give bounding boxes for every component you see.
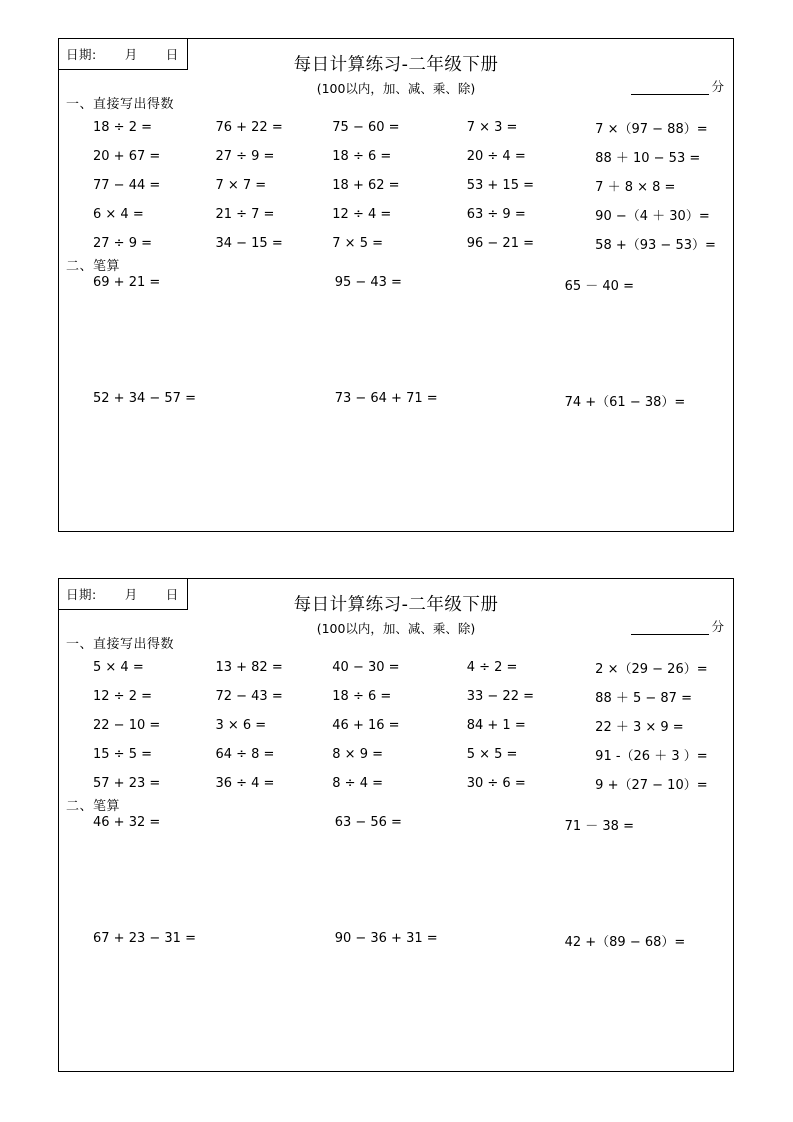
score-field-1 — [631, 77, 724, 95]
oral-problem: 40 − 30 = — [332, 660, 400, 675]
written-problem: 95 − 43 = — [334, 275, 402, 290]
oral-problem: 8 × 9 = — [332, 747, 383, 762]
date-label-1: 日期: — [66, 47, 97, 62]
oral-problem: 90 −（4 ＋ 30）= — [595, 209, 710, 224]
oral-problem: 20 + 67 = — [93, 149, 161, 164]
section2-heading-2: 二、笔算 — [66, 799, 121, 814]
written-problem: 73 − 64 + 71 = — [334, 391, 438, 406]
worksheet-sheet-2 — [58, 578, 734, 1072]
oral-problem: 7 × 5 = — [332, 236, 383, 251]
written-problem: 71 － 38 = — [564, 819, 634, 834]
written-grid-1 — [81, 275, 726, 507]
score-field-2 — [631, 617, 724, 635]
oral-problem: 58 +（93 − 53）= — [595, 238, 716, 253]
written-problem: 90 − 36 + 31 = — [334, 931, 438, 946]
written-problem: 69 + 21 = — [93, 275, 161, 290]
oral-row — [81, 682, 726, 711]
oral-row — [81, 653, 726, 682]
oral-problem: 20 ÷ 4 = — [466, 149, 526, 164]
written-row — [81, 275, 726, 391]
page-subtitle-2: (100以内，加、减、乘、除) — [316, 621, 476, 636]
page-title-2: 每日计算练习-二年级下册 — [293, 595, 499, 615]
oral-problem: 96 − 21 = — [466, 236, 534, 251]
score-label-2: 分 — [711, 619, 724, 634]
page-title-1: 每日计算练习-二年级下册 — [293, 55, 499, 75]
oral-row — [81, 113, 726, 142]
oral-problem: 13 + 82 = — [215, 660, 283, 675]
oral-problem: 88 ＋ 10 − 53 = — [595, 151, 701, 166]
oral-problem: 53 + 15 = — [466, 178, 534, 193]
oral-problem: 4 ÷ 2 = — [466, 660, 518, 675]
oral-problem: 76 + 22 = — [215, 120, 283, 135]
oral-row — [81, 229, 726, 258]
oral-problem: 64 ÷ 8 = — [215, 747, 275, 762]
oral-problem: 72 − 43 = — [215, 689, 283, 704]
oral-problem: 5 × 4 = — [93, 660, 144, 675]
oral-problem: 88 ＋ 5 − 87 = — [595, 691, 692, 706]
oral-problem: 18 + 62 = — [332, 178, 400, 193]
oral-problem: 84 + 1 = — [466, 718, 526, 733]
oral-problem: 7 ＋ 8 × 8 = — [595, 180, 676, 195]
oral-row — [81, 711, 726, 740]
written-problem: 74 +（61 − 38）= — [564, 395, 686, 410]
oral-problem: 5 × 5 = — [466, 747, 518, 762]
oral-problem: 75 − 60 = — [332, 120, 400, 135]
oral-problem: 9 +（27 − 10）= — [595, 778, 708, 793]
section2-heading-1: 二、笔算 — [66, 259, 121, 274]
date-day-1: 日 — [165, 47, 179, 62]
oral-problem: 7 × 3 = — [466, 120, 518, 135]
oral-problem: 15 ÷ 5 = — [93, 747, 152, 762]
oral-problem: 3 × 6 = — [215, 718, 267, 733]
oral-row — [81, 142, 726, 171]
worksheet-sheet-1 — [58, 38, 734, 532]
date-day-2: 日 — [165, 587, 179, 602]
date-label-2: 日期: — [66, 587, 97, 602]
score-rule-2 — [631, 623, 709, 635]
date-month-1: 月 — [124, 47, 138, 62]
oral-problem: 27 ÷ 9 = — [215, 149, 275, 164]
oral-problem: 2 ×（29 − 26）= — [595, 662, 708, 677]
page-subtitle-1: (100以内，加、减、乘、除) — [316, 81, 476, 96]
oral-problem: 34 − 15 = — [215, 236, 283, 251]
section1-heading-1: 一、直接写出得数 — [66, 97, 175, 112]
oral-problem: 63 ÷ 9 = — [466, 207, 526, 222]
oral-row — [81, 740, 726, 769]
oral-problem: 57 + 23 = — [93, 776, 161, 791]
written-row — [81, 931, 726, 1047]
written-problem: 46 + 32 = — [93, 815, 161, 830]
score-rule-1 — [631, 83, 709, 95]
oral-problem: 77 − 44 = — [93, 178, 161, 193]
written-row — [81, 391, 726, 507]
score-label-1: 分 — [711, 79, 724, 94]
written-grid-2 — [81, 815, 726, 1047]
oral-problem: 18 ÷ 2 = — [93, 120, 152, 135]
oral-problem: 22 ＋ 3 × 9 = — [595, 720, 684, 735]
section1-heading-2: 一、直接写出得数 — [66, 637, 175, 652]
oral-grid-2 — [81, 653, 726, 798]
written-problem: 63 − 56 = — [334, 815, 402, 830]
written-problem: 67 + 23 − 31 = — [93, 931, 196, 946]
written-problem: 52 + 34 − 57 = — [93, 391, 196, 406]
oral-problem: 12 ÷ 4 = — [332, 207, 392, 222]
written-problem: 42 +（89 − 68）= — [564, 935, 686, 950]
written-row — [81, 815, 726, 931]
oral-row — [81, 769, 726, 798]
oral-row — [81, 200, 726, 229]
oral-row — [81, 171, 726, 200]
oral-problem: 22 − 10 = — [93, 718, 161, 733]
oral-problem: 91 -（26 ＋ 3 ）= — [595, 749, 708, 764]
oral-problem: 8 ÷ 4 = — [332, 776, 383, 791]
oral-problem: 7 × 7 = — [215, 178, 267, 193]
oral-grid-1 — [81, 113, 726, 258]
oral-problem: 18 ÷ 6 = — [332, 689, 392, 704]
date-month-2: 月 — [124, 587, 138, 602]
oral-problem: 12 ÷ 2 = — [93, 689, 152, 704]
oral-problem: 21 ÷ 7 = — [215, 207, 275, 222]
oral-problem: 7 ×（97 − 88）= — [595, 122, 708, 137]
oral-problem: 27 ÷ 9 = — [93, 236, 152, 251]
oral-problem: 18 ÷ 6 = — [332, 149, 392, 164]
oral-problem: 30 ÷ 6 = — [466, 776, 526, 791]
oral-problem: 36 ÷ 4 = — [215, 776, 275, 791]
oral-problem: 6 × 4 = — [93, 207, 144, 222]
oral-problem: 46 + 16 = — [332, 718, 400, 733]
written-problem: 65 － 40 = — [564, 279, 634, 294]
oral-problem: 33 − 22 = — [466, 689, 534, 704]
